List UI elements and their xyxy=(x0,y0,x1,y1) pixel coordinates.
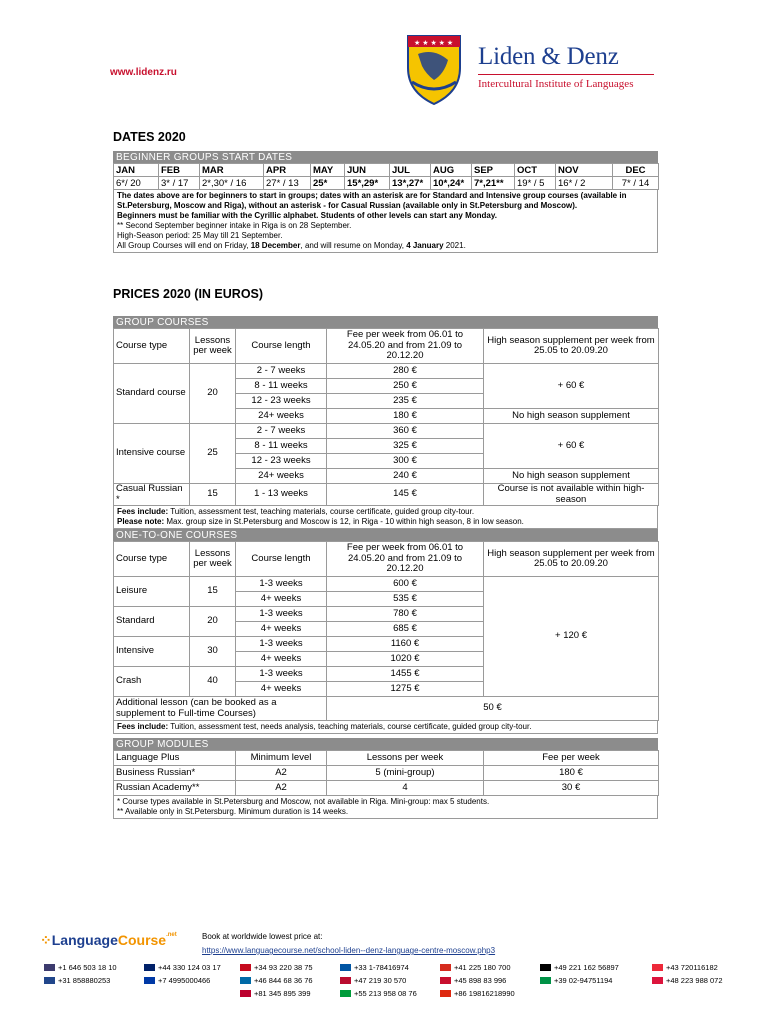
country-flag-icon xyxy=(440,977,451,984)
country-flag-icon xyxy=(340,990,351,997)
phone-number: +49 221 162 56897 xyxy=(554,963,619,972)
table-row xyxy=(114,781,659,796)
one-lessons-cell: 15 xyxy=(190,577,236,607)
country-flag-icon xyxy=(540,977,551,984)
group-courses-header: GROUP COURSES xyxy=(113,316,658,328)
col-high-season: High season supplement per week from 25.05 to 20.09.20 xyxy=(484,329,659,364)
table-row xyxy=(114,364,659,379)
group-notes xyxy=(113,506,658,529)
high-season-cell: + 60 € xyxy=(484,424,659,469)
high-season-cell: + 60 € xyxy=(484,364,659,409)
length-cell: 12 - 23 weeks xyxy=(236,394,327,409)
one-to-one-table xyxy=(113,541,659,721)
dates-notes xyxy=(113,190,658,253)
module-lessons: 4 xyxy=(327,781,484,796)
dates-note-1: The dates above are for beginners to start in groups; dates with an asterisk are for Standard and Intensive group courses (available in St.Petersburg, Moscow and Riga), without an asterisk - for Casual Russian (available only in St.Petersburg and Moscow). xyxy=(117,191,627,210)
intensive-course-label: Intensive course xyxy=(114,424,190,484)
one-to-one-header: ONE-TO-ONE COURSES xyxy=(113,529,658,541)
prices-title: PRICES 2020 (IN EUROS) xyxy=(113,287,264,301)
phone-number: +31 858880253 xyxy=(58,976,111,985)
col-length: Course length xyxy=(236,542,327,577)
brand-subtitle: Intercultural Institute of Languages xyxy=(478,78,634,90)
country-flag-icon xyxy=(144,977,155,984)
table-row xyxy=(114,697,659,721)
date-cell: 7*,21** xyxy=(472,177,515,190)
length-cell: 1 - 13 weeks xyxy=(236,484,327,506)
liden-denz-crest-logo xyxy=(404,30,464,106)
standard-lessons: 20 xyxy=(190,364,236,424)
phone-number: +33 1-78416974 xyxy=(354,963,409,972)
additional-lesson-fee: 50 € xyxy=(327,697,659,721)
length-cell: 1-3 weeks xyxy=(236,607,327,622)
high-season-cell: No high season supplement xyxy=(484,409,659,424)
one-lessons-cell: 30 xyxy=(190,637,236,667)
phone-number: +46 844 68 36 76 xyxy=(254,976,313,985)
col-lessons: Lessons per week xyxy=(190,329,236,364)
one-high-season-cell: + 120 € xyxy=(484,577,659,697)
phone-number: +47 219 30 570 xyxy=(354,976,407,985)
dates-row xyxy=(114,177,659,190)
phone-number: +34 93 220 38 75 xyxy=(254,963,313,972)
country-flag-icon xyxy=(240,964,251,971)
fee-cell: 325 € xyxy=(327,439,484,454)
phone-number: +44 330 124 03 17 xyxy=(158,963,221,972)
phone-number: +43 720116182 xyxy=(666,963,718,972)
date-cell: 10*,24* xyxy=(431,177,472,190)
col-lessons: Lessons per week xyxy=(190,542,236,577)
phone-entry[interactable] xyxy=(240,989,311,998)
group-fees-include: Fees include: Tuition, assessment test, teaching materials, course certificate, guided group city-tour. xyxy=(117,507,475,516)
phone-number: +48 223 988 072 xyxy=(666,976,723,985)
dates-note-5: All Group Courses will end on Friday, 18 December, and will resume on Monday, 4 January 2021. xyxy=(117,241,466,250)
date-cell: 3* / 17 xyxy=(159,177,200,190)
months-row xyxy=(114,164,659,177)
one-head-row xyxy=(114,542,659,577)
fee-cell: 300 € xyxy=(327,454,484,469)
lc-language: Language xyxy=(51,932,118,948)
length-cell: 8 - 11 weeks xyxy=(236,439,327,454)
group-courses-block xyxy=(113,316,658,819)
phone-entry[interactable] xyxy=(440,963,511,972)
date-cell: 13*,27* xyxy=(390,177,431,190)
phone-number: +55 213 958 08 76 xyxy=(354,989,417,998)
dates-note-4: High-Season period: 25 May till 21 September. xyxy=(117,231,283,240)
phone-entry[interactable] xyxy=(240,976,313,985)
length-cell: 24+ weeks xyxy=(236,469,327,484)
fee-cell: 1020 € xyxy=(327,652,484,667)
phone-entry[interactable] xyxy=(340,989,417,998)
phone-entry[interactable] xyxy=(240,963,313,972)
month-cell: DEC xyxy=(613,164,659,177)
date-cell: 7* / 14 xyxy=(613,177,659,190)
col-fee: Fee per week from 06.01 to 24.05.20 and from 21.09 to 20.12.20 xyxy=(327,542,484,577)
one-lessons-cell: 20 xyxy=(190,607,236,637)
length-cell: 24+ weeks xyxy=(236,409,327,424)
fee-cell: 235 € xyxy=(327,394,484,409)
website-url[interactable]: www.lidenz.ru xyxy=(110,67,177,78)
country-flag-icon xyxy=(440,964,451,971)
table-row xyxy=(114,424,659,439)
length-cell: 1-3 weeks xyxy=(236,637,327,652)
phone-number: +39 02-94751194 xyxy=(554,976,613,985)
month-cell: SEP xyxy=(472,164,515,177)
month-cell: JUL xyxy=(390,164,431,177)
intensive-lessons: 25 xyxy=(190,424,236,484)
phone-entry[interactable] xyxy=(652,963,718,972)
month-cell: FEB xyxy=(159,164,200,177)
col-lessons-per-week: Lessons per week xyxy=(327,751,484,766)
date-cell: 16* / 2 xyxy=(556,177,613,190)
country-flag-icon xyxy=(340,977,351,984)
col-length: Course length xyxy=(236,329,327,364)
fee-cell: 1160 € xyxy=(327,637,484,652)
length-cell: 4+ weeks xyxy=(236,592,327,607)
phone-entry[interactable] xyxy=(540,963,619,972)
fee-cell: 600 € xyxy=(327,577,484,592)
date-cell: 6*/ 20 xyxy=(114,177,159,190)
group-head-row xyxy=(114,329,659,364)
country-flag-icon xyxy=(440,990,451,997)
book-url-link[interactable]: https://www.languagecourse.net/school-liden--denz-language-centre-moscow.php3 xyxy=(202,946,496,955)
month-cell: JUN xyxy=(345,164,390,177)
country-flag-icon xyxy=(540,964,551,971)
group-please-note: Please note: Max. group size in St.Petersburg and Moscow is 12, in Riga - 10 within high season, 8 in low season. xyxy=(117,517,524,526)
length-cell: 1-3 weeks xyxy=(236,577,327,592)
phone-entry[interactable] xyxy=(652,976,723,985)
month-cell: OCT xyxy=(515,164,556,177)
beginner-dates-block xyxy=(113,151,658,253)
col-min-level: Minimum level xyxy=(236,751,327,766)
standard-course-label: Standard course xyxy=(114,364,190,424)
length-cell: 2 - 7 weeks xyxy=(236,364,327,379)
phone-entry[interactable] xyxy=(44,976,110,985)
phone-entry[interactable] xyxy=(144,976,210,985)
beginner-dates-table xyxy=(113,163,659,190)
group-courses-table xyxy=(113,328,659,506)
brand-divider xyxy=(478,74,654,75)
module-fee: 180 € xyxy=(484,766,659,781)
fee-cell: 1275 € xyxy=(327,682,484,697)
month-cell: MAY xyxy=(311,164,345,177)
module-lessons: 5 (mini-group) xyxy=(327,766,484,781)
table-row xyxy=(114,577,659,592)
date-cell: 25* xyxy=(311,177,345,190)
one-fees-include: Fees include: Tuition, assessment test, needs analysis, teaching materials, course certificate, guided group city-tour. xyxy=(117,722,532,731)
phone-entry[interactable] xyxy=(440,976,506,985)
fee-cell: 535 € xyxy=(327,592,484,607)
phone-entry[interactable] xyxy=(144,963,221,972)
fee-cell: 250 € xyxy=(327,379,484,394)
length-cell: 12 - 23 weeks xyxy=(236,454,327,469)
phone-number: +86 19816218990 xyxy=(454,989,515,998)
date-cell: 15*,29* xyxy=(345,177,390,190)
group-modules-header: GROUP MODULES xyxy=(113,738,658,750)
brand-name: Liden & Denz xyxy=(478,43,619,70)
fee-cell: 360 € xyxy=(327,424,484,439)
high-season-cell: No high season supplement xyxy=(484,469,659,484)
date-cell: 27* / 13 xyxy=(264,177,311,190)
one-notes xyxy=(113,721,658,734)
modules-note-1: * Course types available in St.Petersburg and Moscow, not available in Riga. Mini-group: max 5 students. xyxy=(117,797,490,806)
casual-lessons: 15 xyxy=(190,484,236,506)
phone-number: +81 345 895 399 xyxy=(254,989,311,998)
length-cell: 4+ weeks xyxy=(236,622,327,637)
table-row xyxy=(114,484,659,506)
svg-text:★ ★ ★ ★ ★: ★ ★ ★ ★ ★ xyxy=(414,40,454,47)
fee-cell: 780 € xyxy=(327,607,484,622)
phone-entry[interactable] xyxy=(540,976,612,985)
brand xyxy=(478,44,654,90)
col-fee: Fee per week from 06.01 to 24.05.20 and from 21.09 to 20.12.20 xyxy=(327,329,484,364)
fee-cell: 1455 € xyxy=(327,667,484,682)
length-cell: 4+ weeks xyxy=(236,682,327,697)
length-cell: 8 - 11 weeks xyxy=(236,379,327,394)
dates-title: DATES 2020 xyxy=(113,130,186,144)
module-name: Business Russian* xyxy=(114,766,236,781)
one-type-cell: Standard xyxy=(114,607,190,637)
one-lessons-cell: 40 xyxy=(190,667,236,697)
country-flag-icon xyxy=(652,977,663,984)
fee-cell: 240 € xyxy=(327,469,484,484)
phone-entry[interactable] xyxy=(440,989,515,998)
dates-note-2: Beginners must be familiar with the Cyrillic alphabet. Students of other levels can start any Monday. xyxy=(117,211,497,220)
phone-entry[interactable] xyxy=(340,976,406,985)
month-cell: MAR xyxy=(200,164,264,177)
modules-note-2: ** Available only in St.Petersburg. Minimum duration is 14 weeks. xyxy=(117,807,349,816)
fee-cell: 180 € xyxy=(327,409,484,424)
country-flag-icon xyxy=(44,964,55,971)
month-cell: APR xyxy=(264,164,311,177)
col-course-type: Course type xyxy=(114,542,190,577)
languagecourse-logo[interactable] xyxy=(40,932,177,949)
date-cell: 2*,30* / 16 xyxy=(200,177,264,190)
lc-net: .net xyxy=(166,932,177,938)
module-fee: 30 € xyxy=(484,781,659,796)
module-level: A2 xyxy=(236,781,327,796)
fee-cell: 145 € xyxy=(327,484,484,506)
dates-note-3: ** Second September beginner intake in Riga is on 28 September. xyxy=(117,221,352,230)
lc-course: Course xyxy=(117,932,167,948)
country-flag-icon xyxy=(652,964,663,971)
group-modules-table xyxy=(113,750,659,796)
col-fee-per-week: Fee per week xyxy=(484,751,659,766)
one-type-cell: Crash xyxy=(114,667,190,697)
one-type-cell: Intensive xyxy=(114,637,190,667)
length-cell: 1-3 weeks xyxy=(236,667,327,682)
country-flag-icon xyxy=(144,964,155,971)
module-name: Russian Academy** xyxy=(114,781,236,796)
month-cell: JAN xyxy=(114,164,159,177)
col-language-plus: Language Plus xyxy=(114,751,236,766)
country-flag-icon xyxy=(240,977,251,984)
date-cell: 19* / 5 xyxy=(515,177,556,190)
length-cell: 2 - 7 weeks xyxy=(236,424,327,439)
languagecourse-dots-icon: ⁘ xyxy=(40,932,52,948)
beginner-dates-header: BEGINNER GROUPS START DATES xyxy=(113,151,658,163)
length-cell: 4+ weeks xyxy=(236,652,327,667)
country-flag-icon xyxy=(240,990,251,997)
fee-cell: 280 € xyxy=(327,364,484,379)
casual-course-label: Casual Russian * xyxy=(114,484,190,506)
book-text: Book at worldwide lowest price at: xyxy=(202,932,323,941)
modules-head-row xyxy=(114,751,659,766)
col-high-season: High season supplement per week from 25.05 to 20.09.20 xyxy=(484,542,659,577)
additional-lesson-label: Additional lesson (can be booked as a supplement to Full-time Courses) xyxy=(114,697,327,721)
country-flag-icon xyxy=(44,977,55,984)
high-season-cell: Course is not available within high-season xyxy=(484,484,659,506)
phone-entry[interactable] xyxy=(44,963,117,972)
month-cell: NOV xyxy=(556,164,613,177)
phone-number: +1 646 503 18 10 xyxy=(58,963,117,972)
fee-cell: 685 € xyxy=(327,622,484,637)
col-course-type: Course type xyxy=(114,329,190,364)
table-row xyxy=(114,766,659,781)
modules-notes xyxy=(113,796,658,819)
month-cell: AUG xyxy=(431,164,472,177)
one-type-cell: Leisure xyxy=(114,577,190,607)
phone-number: +41 225 180 700 xyxy=(454,963,511,972)
module-level: A2 xyxy=(236,766,327,781)
phone-number: +7 4995000466 xyxy=(158,976,211,985)
phone-number: +45 898 83 996 xyxy=(454,976,507,985)
phone-entry[interactable] xyxy=(340,963,409,972)
country-flag-icon xyxy=(340,964,351,971)
